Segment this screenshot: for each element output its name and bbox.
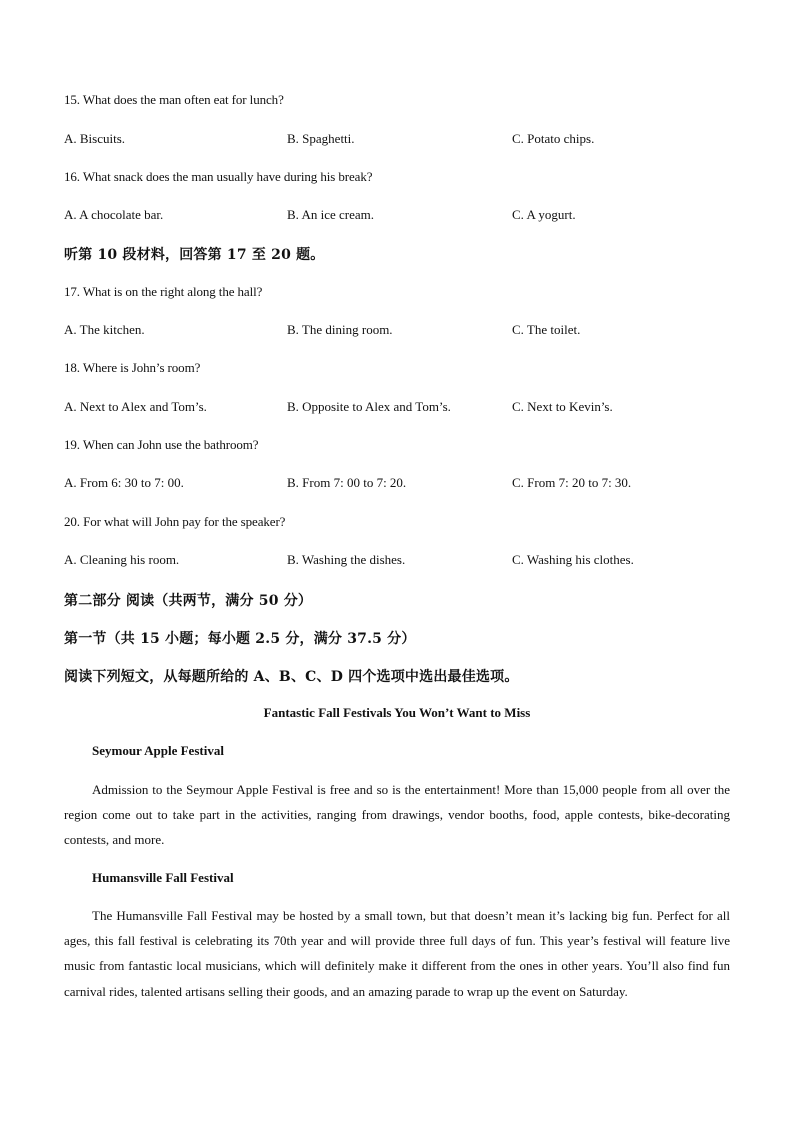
option-b: B. Washing the dishes. — [287, 552, 406, 567]
option-b: B. An ice cream. — [287, 207, 374, 222]
option-a: A. From 6: 30 to 7: 00. — [64, 475, 184, 490]
question-19: 19. When can John use the bathroom? — [64, 437, 259, 452]
option-c: C. The toilet. — [512, 322, 581, 337]
option-c: C. Potato chips. — [512, 131, 595, 146]
option-b: B. From 7: 00 to 7: 20. — [287, 475, 407, 490]
festival-heading-humansville: Humansville Fall Festival — [92, 870, 234, 885]
option-a: A. Next to Alex and Tom’s. — [64, 399, 207, 414]
option-c: C. From 7: 20 to 7: 30. — [512, 475, 632, 490]
option-b: B. Opposite to Alex and Tom’s. — [287, 399, 451, 414]
reading-instruction: 阅读下列短文，从每题所给的 A、B、C、D 四个选项中选出最佳选项。 — [64, 669, 519, 685]
option-b: B. The dining room. — [287, 322, 393, 337]
section-heading-10: 听第 10 段材料，回答第 17 至 20 题。 — [64, 247, 325, 263]
festival-paragraph-seymour: Admission to the Seymour Apple Festival is free and so is the entertainment! More than 15,000 people from all over the region come out to take part in the activities, ranging from drawings, vendor booths, food, apple contests, bike-decorating contests, and more. — [64, 782, 730, 848]
question-15: 15. What does the man often eat for lunch? — [64, 92, 284, 107]
part2-heading: 第二部分 阅读（共两节，满分 50 分） — [64, 593, 313, 609]
passage-title: Fantastic Fall Festivals You Won’t Want to Miss — [263, 705, 531, 720]
option-a: A. Biscuits. — [64, 131, 126, 146]
option-c: C. A yogurt. — [512, 207, 576, 222]
question-20: 20. For what will John pay for the speaker? — [64, 514, 286, 529]
festival-paragraph-humansville: The Humansville Fall Festival may be hosted by a small town, but that doesn’t mean it’s lacking big fun. Perfect for all ages, this fall festival is celebrating its 70th year and will provide three full days of fun. This year’s festival will feature live music from fantastic local musicians, which will definitely make it different from the ones in other years. You’ll also find fun carnival rides, talented artisans selling their goods, and an amazing parade to wrap up the event on Saturday. — [64, 908, 730, 999]
question-17: 17. What is on the right along the hall? — [64, 284, 263, 299]
option-c: C. Next to Kevin’s. — [512, 399, 613, 414]
question-16: 16. What snack does the man usually have during his break? — [64, 169, 373, 184]
option-c: C. Washing his clothes. — [512, 552, 634, 567]
option-b: B. Spaghetti. — [287, 131, 355, 146]
section1-heading: 第一节（共 15 小题；每小题 2.5 分，满分 37.5 分） — [64, 631, 416, 647]
option-a: A. The kitchen. — [64, 322, 145, 337]
option-a: A. A chocolate bar. — [64, 207, 164, 222]
festival-heading-seymour: Seymour Apple Festival — [92, 743, 224, 758]
option-a: A. Cleaning his room. — [64, 552, 180, 567]
question-18: 18. Where is John’s room? — [64, 360, 201, 375]
